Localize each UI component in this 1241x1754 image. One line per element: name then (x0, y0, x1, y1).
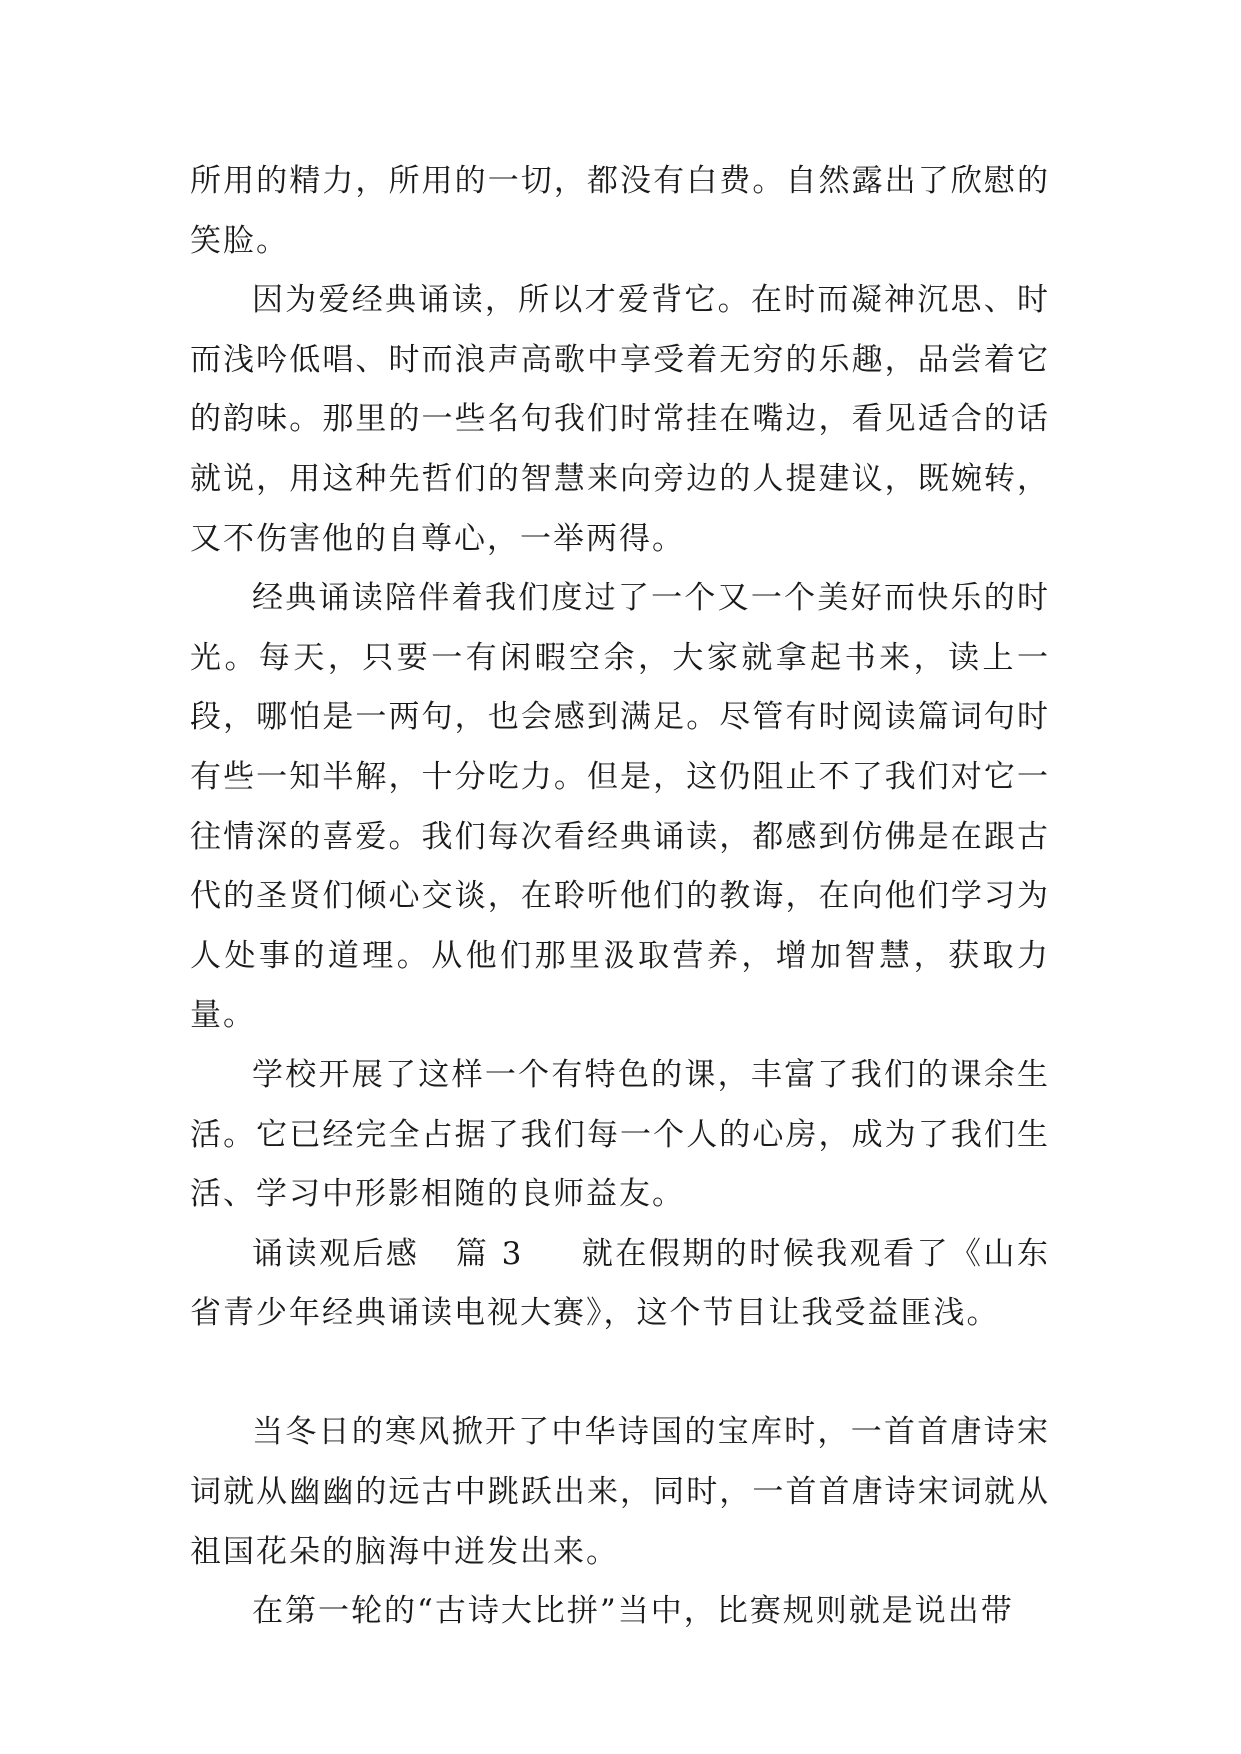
paragraph-4: 学校开展了这样一个有特色的课，丰富了我们的课余生活。它已经完全占据了我们每一个人的心房，成为了我们生活、学习中形影相随的良师益友。 (190, 1056, 1050, 1213)
section-number: 篇 3 (455, 1235, 524, 1272)
paragraph-5: 当冬日的寒风掀开了中华诗国的宝库时，一首首唐诗宋词就从幽幽的远古中跳跃出来，同时，一首首唐诗宋词就从祖国花朵的脑海中迸发出来。 (190, 1414, 1050, 1570)
paragraph-2: 因为爱经典诵读，所以才爱背它。在时而凝神沉思、时而浅吟低唱、时而浪声高歌中享受着无穷的乐趣，品尝着它的韵味。那里的一些名句我们时常挂在嘴边，看见适合的话就说，用这种先哲们的智慧来向旁边的人提建议，既婉转，又不伤害他的自尊心，一举两得。 (190, 282, 1050, 557)
section-heading-paragraph (190, 1225, 1050, 1344)
paragraph-1: 所用的精力，所用的一切，都没有白费。自然露出了欣慰的笑脸。 (190, 163, 1050, 259)
document-body (190, 152, 1050, 1642)
paragraph-6: 在第一轮的“古诗大比拼”当中，比赛规则就是说出带 (252, 1593, 1014, 1630)
section-intro: 就在假期的时候我观看了《山东省青少年经典诵读电视大赛》，这个节目让我受益匪浅。 (190, 1235, 1051, 1332)
blank-line (190, 1344, 1050, 1404)
paragraph-3: 经典诵读陪伴着我们度过了一个又一个美好而快乐的时光。每天，只要一有闲暇空余，大家就拿起书来，读上一段，哪怕是一两句，也会感到满足。尽管有时阅读篇词句时有些一知半解，十分吃力。但是，这仍阻止不了我们对它一往情深的喜爱。我们每次看经典诵读，都感到仿佛是在跟古代的圣贤们倾心交谈，在聆听他们的教诲，在向他们学习为人处事的道理。从他们那里汲取营养，增加智慧，获取力量。 (190, 580, 1050, 1034)
section-title: 诵读观后感 (252, 1235, 420, 1272)
